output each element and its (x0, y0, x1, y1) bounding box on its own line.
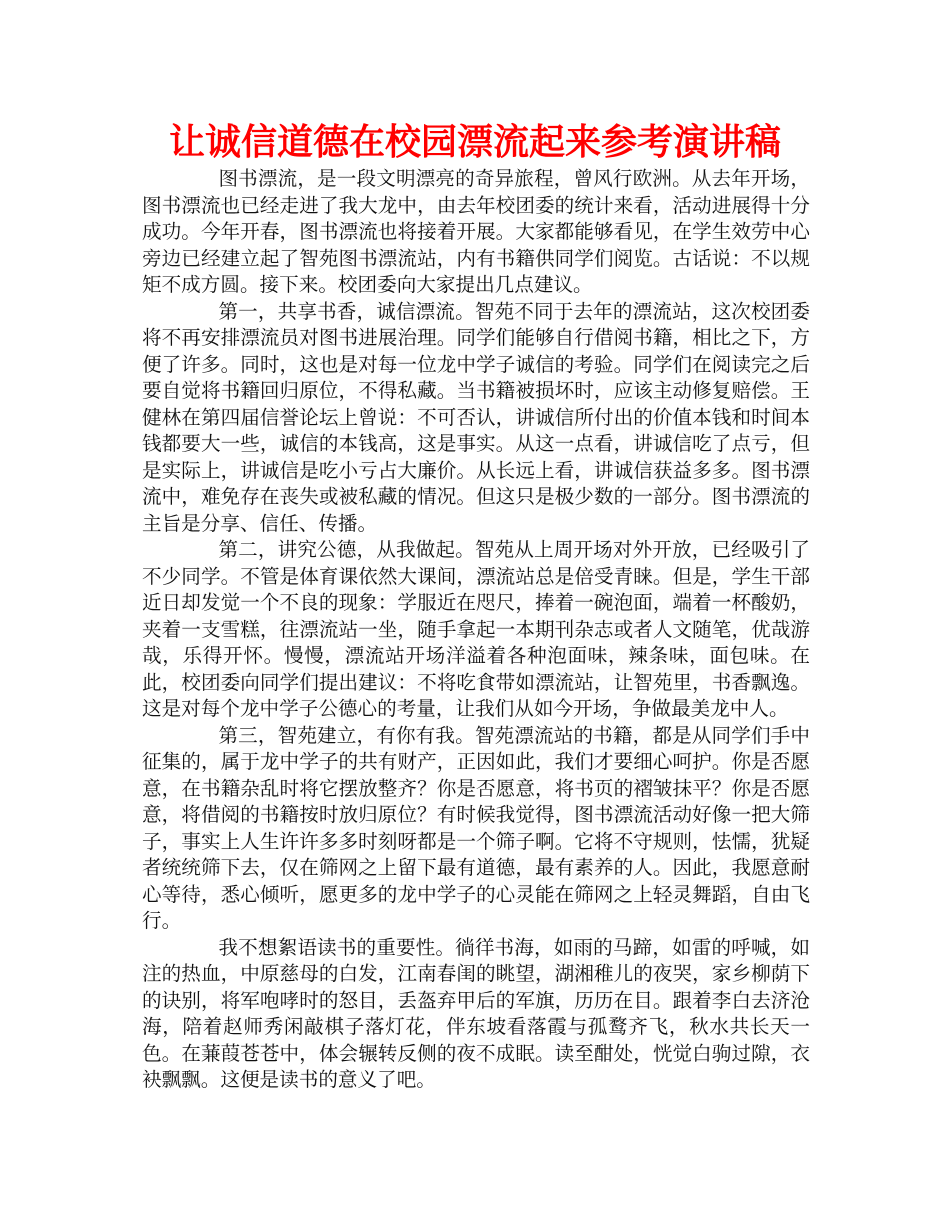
document-title: 让诚信道德在校园漂流起来参考演讲稿 (168, 122, 781, 163)
paragraph-third-point: 第三，智苑建立，有你有我。智苑漂流站的书籍，都是从同学们手中征集的，属于龙中学子的共有财产，正因如此，我们才要细心呵护。你是否愿意，在书籍杂乱时将它摆放整齐？你是否愿意，将书页的褶皱抹平？你是否愿意，将借阅的书籍按时放归原位？有时候我觉得，图书漂流活动好像一把大筛子，事实上人生许许多多时刻呀都是一个筛子啊。它将不守规则，怯懦，犹疑者统统筛下去，仅在筛网之上留下最有道德，最有素养的人。因此，我愿意耐心等待，悉心倾听，愿更多的龙中学子的心灵能在筛网之上轻灵舞蹈，自由飞行。 (142, 723, 810, 932)
document-body (142, 166, 810, 1094)
paragraph-reading: 我不想絮语读书的重要性。徜徉书海，如雨的马蹄，如雷的呼喊，如注的热血，中原慈母的白发，江南春闺的眺望，湖湘稚儿的夜哭，家乡柳荫下的诀别，将军咆哮时的怒目，丢盔弃甲后的军旗，历历在目。跟着李白去济沧海，陪着赵师秀闲敲棋子落灯花，伴东坡看落霞与孤鹜齐飞，秋水共长天一色。在蒹葭苍苍中，体会辗转反侧的夜不成眠。读至酣处，恍觉白驹过隙，衣袂飘飘。这便是读书的意义了吧。 (142, 935, 810, 1091)
paragraph-intro: 图书漂流，是一段文明漂亮的奇异旅程，曾风行欧洲。从去年开场，图书漂流也已经走进了我大龙中，由去年校团委的统计来看，活动进展得十分成功。今年开春，图书漂流也将接着开展。大家都能够看见，在学生效劳中心旁边已经建立起了智苑图书漂流站，内有书籍供同学们阅览。古话说：不以规矩不成方圆。接下来。校团委向大家提出几点建议。 (142, 167, 810, 296)
paragraph-second-point: 第二，讲究公德，从我做起。智苑从上周开场对外开放，已经吸引了不少同学。不管是体育课依然大课间，漂流站总是倍受青睐。但是，学生干部近日却发觉一个不良的现象：学服近在咫尺，捧着一碗泡面，端着一杯酸奶，夹着一支雪糕，往漂流站一坐，随手拿起一本期刊杂志或者人文随笔，优哉游哉，乐得开怀。慢慢，漂流站开场洋溢着各种泡面味，辣条味，面包味。在此，校团委向同学们提出建议：不将吃食带如漂流站，让智苑里，书香飘逸。这是对每个龙中学子公德心的考量，让我们从如今开场，争做最美龙中人。 (142, 538, 810, 720)
paragraph-first-point: 第一，共享书香，诚信漂流。智苑不同于去年的漂流站，这次校团委将不再安排漂流员对图书进展治理。同学们能够自行借阅书籍，相比之下，方便了许多。同时，这也是对每一位龙中学子诚信的考验。同学们在阅读完之后要自觉将书籍回归原位，不得私藏。当书籍被损坏时，应该主动修复赔偿。王健林在第四届信誉论坛上曾说：不可否认，讲诚信所付出的价值本钱和时间本钱都要大一些，诚信的本钱高，这是事实。从这一点看，讲诚信吃了点亏，但是实际上，讲诚信是吃小亏占大廉价。从长远上看，讲诚信获益多多。图书漂流中，难免存在丧失或被私藏的情况。但这只是极少数的一部分。图书漂流的主旨是分享、信任、传播。 (142, 299, 810, 535)
